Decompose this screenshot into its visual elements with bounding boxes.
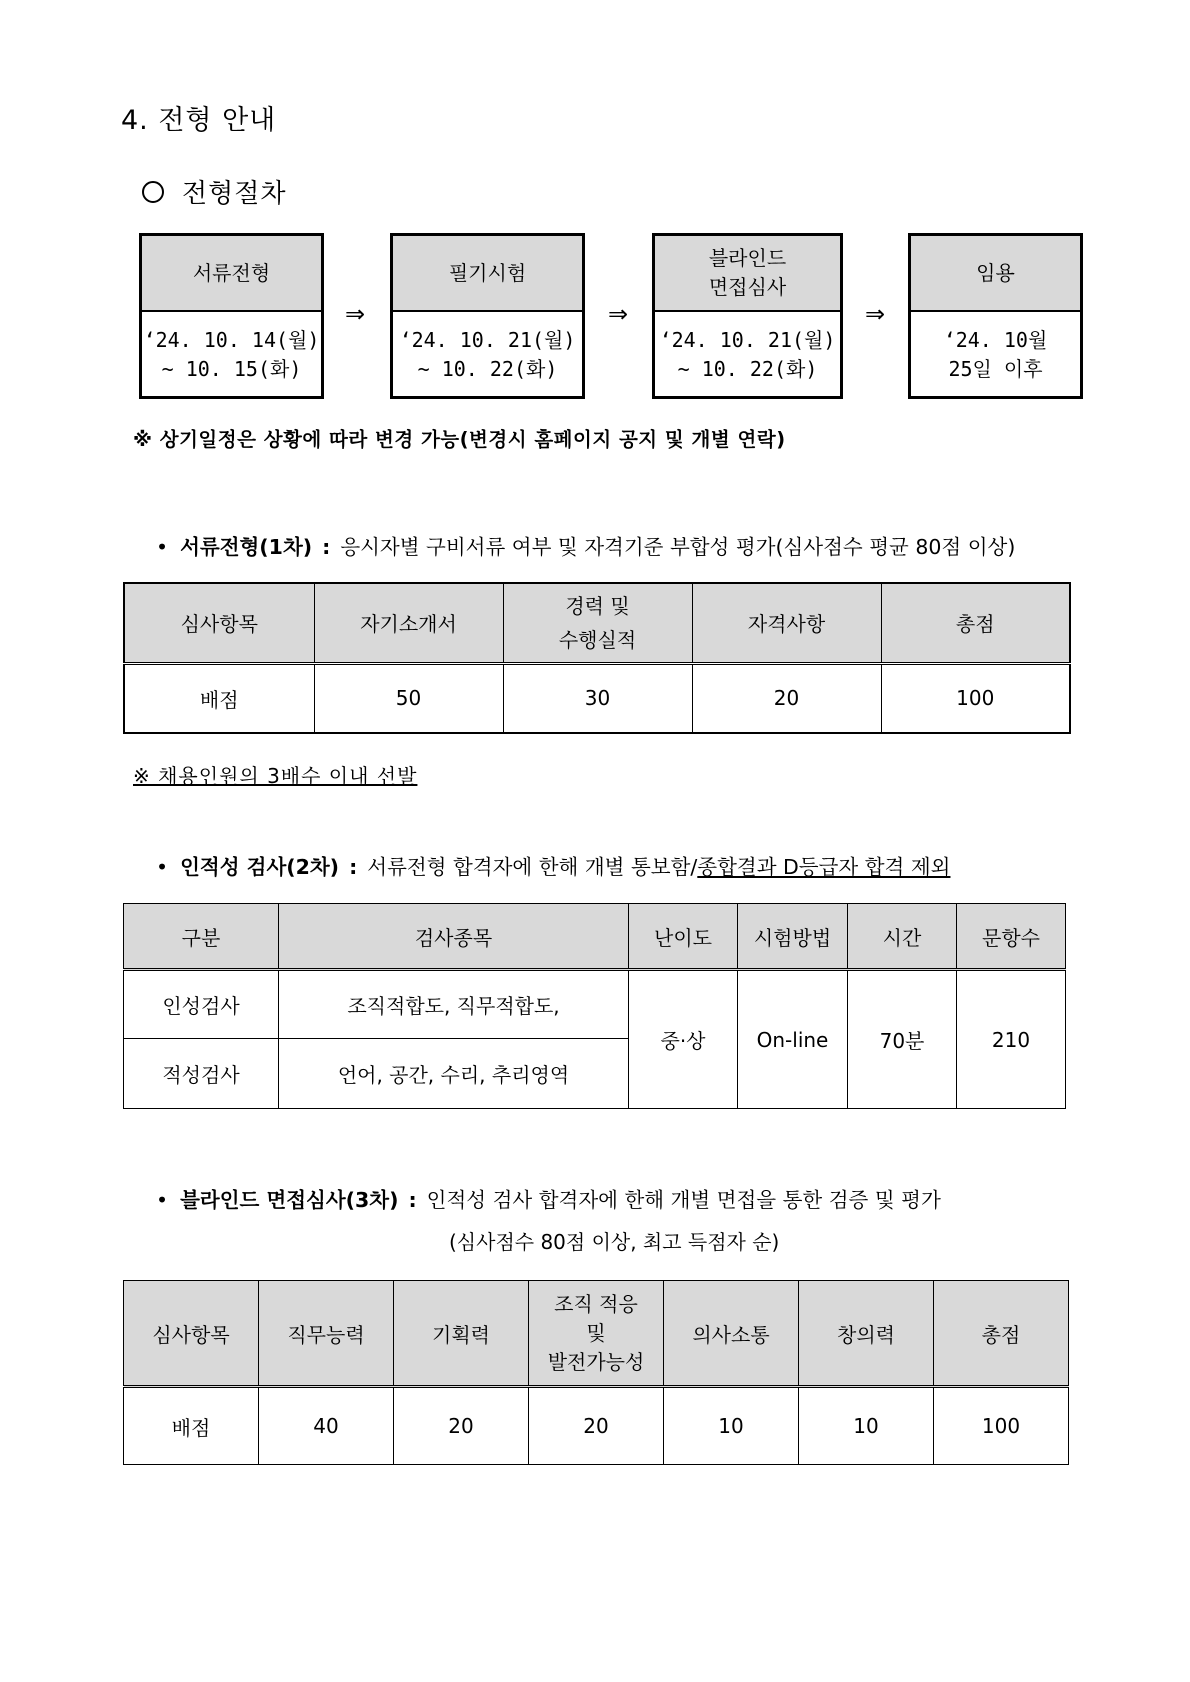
stage1-heading <box>156 530 1015 560</box>
stage1-table <box>123 582 1071 734</box>
step-date: ‘24. 10. 14(월) ~ 10. 15(화) <box>143 328 320 381</box>
arrow-right-icon: ⇒ <box>865 300 886 328</box>
step-date: ‘24. 10. 21(월) ~ 10. 22(화) <box>399 328 576 381</box>
table-header: 경력 및 수행실적 <box>503 583 692 663</box>
table-cell: 언어, 공간, 수리, 추리영역 <box>279 1039 629 1109</box>
step-date: ‘24. 10월 25일 이후 <box>943 328 1048 381</box>
table-header: 총점 <box>881 583 1070 663</box>
difficulty-cell: 중·상 <box>629 970 738 1109</box>
table-header: 자기소개서 <box>314 583 503 663</box>
colon: : <box>408 1188 417 1212</box>
table-header: 심사항목 <box>124 583 314 663</box>
table-cell: 배점 <box>124 1387 259 1465</box>
table-header: 난이도 <box>629 904 738 970</box>
table-cell: 20 <box>529 1387 664 1465</box>
table-cell: 조직적합도, 직무적합도, <box>279 970 629 1039</box>
table-header: 직무능력 <box>259 1281 394 1387</box>
selection-note: ※ 채용인원의 3배수 이내 선발 <box>133 764 418 788</box>
table-cell: 40 <box>259 1387 394 1465</box>
arrow-right-icon: ⇒ <box>345 300 366 328</box>
method-cell: On-line <box>738 970 848 1109</box>
table-cell: 20 <box>692 663 881 733</box>
step-box-hire <box>908 233 1083 399</box>
step-name: 필기시험 <box>448 260 527 285</box>
step-date: ‘24. 10. 21(월) ~ 10. 22(화) <box>659 328 836 381</box>
colon: : <box>322 535 331 559</box>
table-header: 문항수 <box>957 904 1066 970</box>
colon: : <box>349 855 358 879</box>
arrow-right-icon: ⇒ <box>608 300 629 328</box>
subsection-title: 전형절차 <box>182 179 287 209</box>
schedule-note: ※ 상기일정은 상황에 따라 변경 가능(변경시 홈페이지 공지 및 개별 연락) <box>133 428 786 451</box>
step-box-interview <box>652 233 843 399</box>
table-header: 검사종목 <box>279 904 629 970</box>
table-header: 창의력 <box>799 1281 934 1387</box>
stage3-desc: 인적성 검사 합격자에 한해 개별 면접을 통한 검증 및 평가 <box>426 1188 941 1212</box>
stage3-sub: (심사점수 80점 이상, 최고 득점자 순) <box>449 1230 780 1254</box>
stage1-desc: 응시자별 구비서류 여부 및 자격기준 부합성 평가(심사점수 평균 80점 이상) <box>340 535 1016 559</box>
table-header: 구분 <box>124 904 279 970</box>
stage2-desc: 서류전형 합격자에 한해 개별 통보함/ <box>367 855 698 879</box>
table-header: 의사소통 <box>664 1281 799 1387</box>
table-header: 기획력 <box>394 1281 529 1387</box>
table-header: 총점 <box>934 1281 1069 1387</box>
stage3-title: 블라인드 면접심사(3차) <box>180 1188 399 1212</box>
stage2-title: 인적성 검사(2차) <box>180 855 340 879</box>
table-cell: 적성검사 <box>124 1039 279 1109</box>
step-box-written <box>390 233 585 399</box>
step-box-document <box>139 233 324 399</box>
stage3-table <box>123 1280 1069 1465</box>
table-cell: 10 <box>799 1387 934 1465</box>
step-name: 임용 <box>976 260 1015 285</box>
step-name: 블라인드 면접심사 <box>708 246 787 299</box>
table-cell: 배점 <box>124 663 314 733</box>
section-title: 4. 전형 안내 <box>121 105 277 136</box>
stage2-desc-underlined: 종합결과 D등급자 합격 제외 <box>697 855 951 879</box>
table-cell: 100 <box>881 663 1070 733</box>
table-cell: 인성검사 <box>124 970 279 1039</box>
table-header: 심사항목 <box>124 1281 259 1387</box>
stage3-heading <box>156 1183 941 1213</box>
table-cell: 30 <box>503 663 692 733</box>
bullet-icon: • <box>156 1188 169 1212</box>
circle-icon <box>142 181 164 203</box>
table-header: 조직 적응 및 발전가능성 <box>529 1281 664 1387</box>
table-header: 시간 <box>848 904 957 970</box>
table-cell: 100 <box>934 1387 1069 1465</box>
table-cell: 20 <box>394 1387 529 1465</box>
table-header: 시험방법 <box>738 904 848 970</box>
stage1-title: 서류전형(1차) <box>180 535 313 559</box>
table-cell: 10 <box>664 1387 799 1465</box>
count-cell: 210 <box>957 970 1066 1109</box>
time-cell: 70분 <box>848 970 957 1109</box>
table-cell: 50 <box>314 663 503 733</box>
stage2-table <box>123 903 1066 1109</box>
bullet-icon: • <box>156 535 169 559</box>
subsection-heading <box>142 173 286 210</box>
bullet-icon: • <box>156 855 169 879</box>
stage2-heading <box>156 850 950 880</box>
table-header: 자격사항 <box>692 583 881 663</box>
step-name: 서류전형 <box>192 260 271 285</box>
